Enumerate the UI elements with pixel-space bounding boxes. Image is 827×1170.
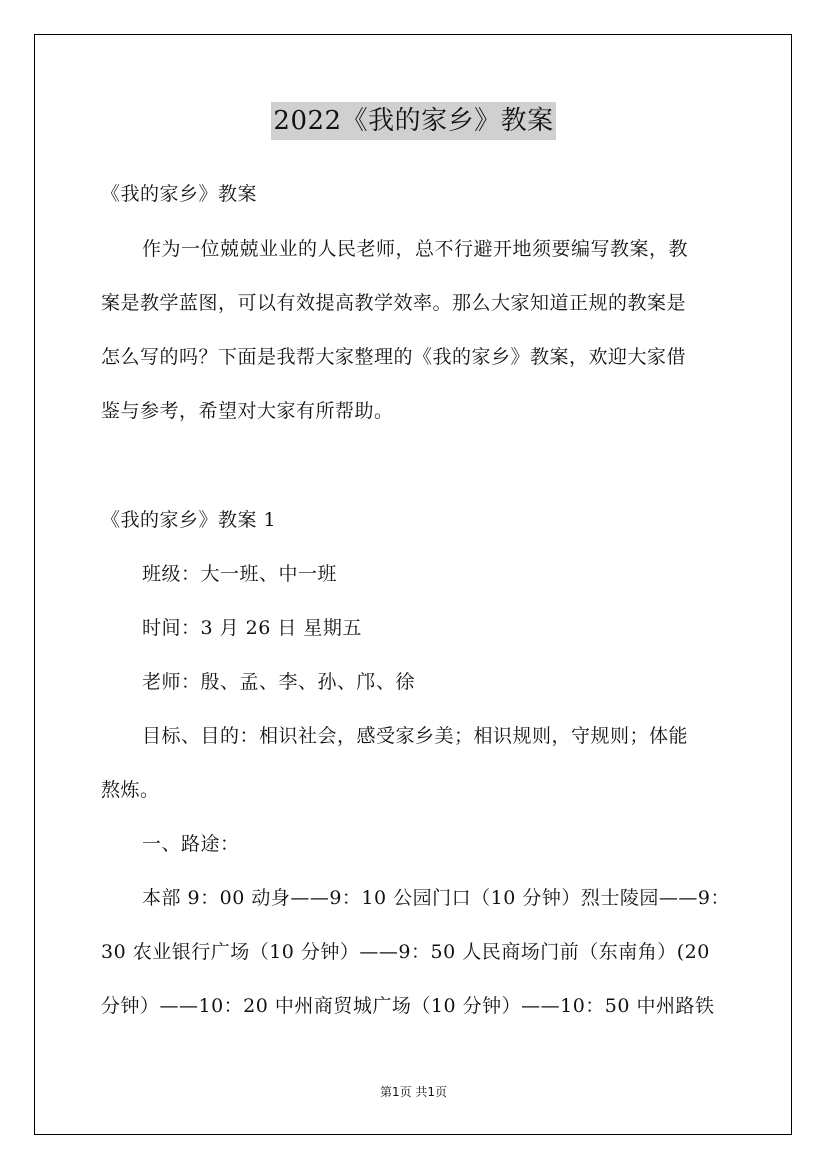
section-heading-intro: 《我的家乡》教案 <box>101 183 258 205</box>
page-footer: 第1页 共1页 <box>379 1085 448 1099</box>
class-line: 班级：大一班、中一班 <box>142 563 338 585</box>
time-line: 时间：3 月 26 日 星期五 <box>142 617 362 639</box>
route-line: 30 农业银行广场（10 分钟）——9：50 人民商场门前（东南角）(20 <box>101 941 710 963</box>
goals-line: 目标、目的：相识社会，感受家乡美；相识规则，守规则；体能 <box>142 725 689 747</box>
paragraph-line: 怎么写的吗？下面是我帮大家整理的《我的家乡》教案，欢迎大家借 <box>101 346 687 368</box>
route-line: 分钟）——10：20 中州商贸城广场（10 分钟）——10：50 中州路铁 <box>101 995 715 1017</box>
title-container <box>0 102 827 140</box>
teachers-line: 老师：殷、孟、李、孙、邝、徐 <box>142 671 416 693</box>
goals-line-continued: 熬炼。 <box>101 779 160 801</box>
paragraph-line: 鉴与参考，希望对大家有所帮助。 <box>101 400 394 422</box>
paragraph-line: 作为一位兢兢业业的人民老师，总不行避开地须要编写教案，教 <box>142 238 689 260</box>
route-line: 本部 9：00 动身——9：10 公园门口（10 分钟）烈士陵园——9： <box>142 887 730 909</box>
section-heading-plan-1: 《我的家乡》教案 1 <box>101 509 277 531</box>
paragraph-line: 案是教学蓝图，可以有效提高教学效率。那么大家知道正规的教案是 <box>101 292 687 314</box>
route-heading: 一、路途： <box>142 833 240 855</box>
document-title: 2022《我的家乡》教案 <box>271 102 555 140</box>
